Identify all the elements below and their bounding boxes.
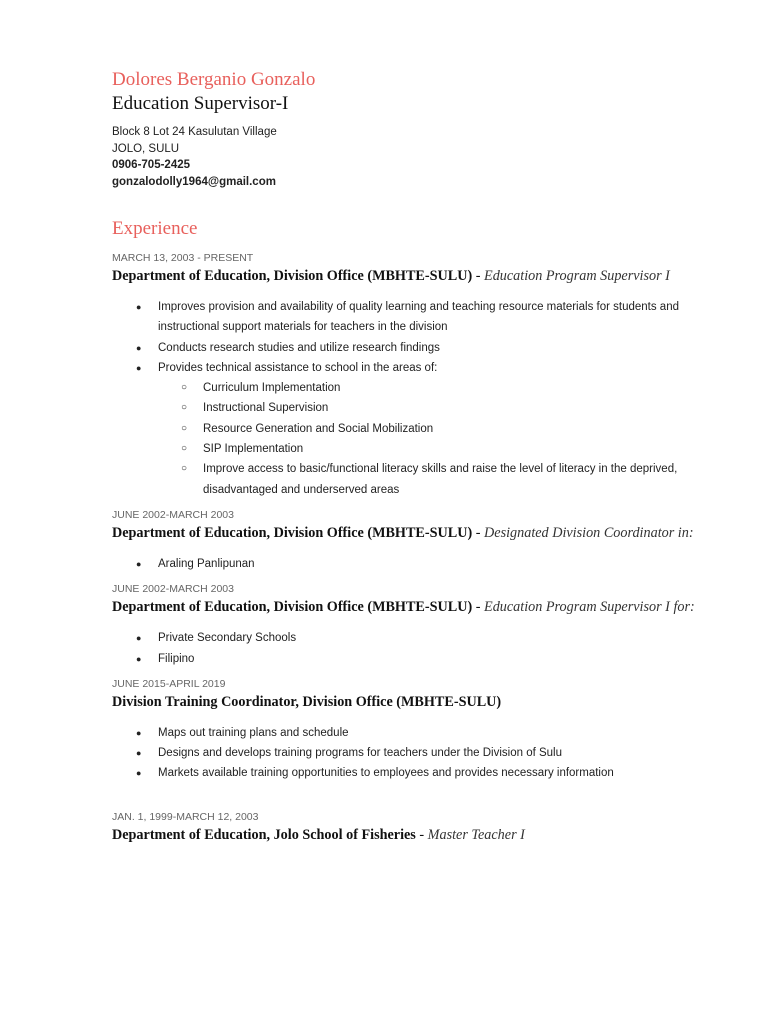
- address-line-2: JOLO, SULU: [112, 142, 180, 155]
- entry-date: JUNE 2002-MARCH 2003: [112, 583, 234, 596]
- bullet-icon: ●: [136, 727, 142, 738]
- bullet-icon: ●: [136, 342, 142, 353]
- experience-entry: [112, 508, 698, 574]
- sub-list-item: [181, 459, 698, 500]
- entry-organization: Department of Education, Division Office (MBHTE-SULU): [112, 268, 473, 284]
- list-item-text: Araling Panlipunan: [158, 557, 255, 570]
- resume-header: [112, 68, 698, 116]
- experience-heading: Experience: [112, 218, 198, 239]
- entry-title: [112, 524, 698, 542]
- list-item: [136, 763, 698, 783]
- address-line-1: Block 8 Lot 24 Kasulutan Village: [112, 126, 277, 138]
- hollow-bullet-icon: ○: [181, 382, 188, 394]
- bullet-icon: ●: [136, 653, 142, 664]
- list-item-text: Conducts research studies and utilize research findings: [158, 341, 440, 354]
- job-title: Education Supervisor-I: [112, 93, 289, 114]
- entry-role: Education Program Supervisor I for:: [484, 599, 695, 616]
- entry-separator: -: [472, 524, 485, 541]
- sub-list-item-text: Resource Generation and Social Mobilization: [203, 422, 434, 435]
- experience-entry: [112, 582, 698, 669]
- sub-list-item: [181, 419, 698, 439]
- hollow-bullet-icon: ○: [181, 402, 188, 414]
- hollow-bullet-icon: ○: [181, 463, 188, 475]
- list-item-text: Improves provision and availability of quality learning and teaching resource materials for students and instructional support materials for teachers in the division: [158, 301, 679, 334]
- entry-date: JAN. 1, 1999-MARCH 12, 2003: [112, 810, 259, 823]
- entry-separator: -: [472, 268, 485, 284]
- list-item: [136, 649, 698, 669]
- entry-separator: -: [415, 826, 428, 843]
- sub-list-item-text: Curriculum Implementation: [203, 382, 341, 395]
- experience-entry: [112, 810, 698, 844]
- entry-date: JUNE 2015-APRIL 2019: [112, 677, 226, 690]
- phone-number: 0906-705-2425: [112, 159, 191, 171]
- list-item-text: Markets available training opportunities to employees and provides necessary information: [158, 767, 614, 780]
- experience-entry: [112, 677, 698, 784]
- person-name: Dolores Berganio Gonzalo: [112, 69, 316, 90]
- hollow-bullet-icon: ○: [181, 443, 188, 455]
- contact-block: [112, 124, 698, 190]
- sub-list-item: [181, 398, 698, 418]
- entry-title: [112, 598, 698, 616]
- email-address: gonzalodolly1964@gmail.com: [112, 175, 276, 188]
- bullet-icon: ●: [136, 362, 142, 373]
- bullet-list: [112, 554, 698, 574]
- sub-bullet-list: [158, 378, 698, 500]
- sub-list-item-text: Improve access to basic/functional literacy skills and raise the level of literacy in the deprived, disadvantaged and underserved areas: [203, 463, 678, 496]
- experience-entry: [112, 251, 698, 500]
- list-item-text: Maps out training plans and schedule: [158, 726, 349, 739]
- entry-separator: -: [472, 599, 485, 616]
- list-item: [136, 338, 698, 358]
- entry-title: [112, 693, 698, 711]
- list-item: [136, 358, 698, 500]
- entry-role: Master Teacher I: [427, 826, 525, 843]
- list-item: [136, 628, 698, 648]
- sub-list-item-text: SIP Implementation: [203, 443, 304, 456]
- entry-title: [112, 267, 698, 285]
- hollow-bullet-icon: ○: [181, 422, 188, 434]
- list-item: [136, 723, 698, 743]
- bullet-list: [112, 628, 698, 669]
- bullet-list: [112, 723, 698, 784]
- bullet-icon: ●: [136, 748, 142, 759]
- entry-organization: Division Training Coordinator, Division Office (MBHTE-SULU): [112, 693, 502, 710]
- entry-title: [112, 826, 698, 844]
- bullet-icon: ●: [136, 302, 142, 312]
- sub-list-item: [181, 439, 698, 459]
- list-item: [136, 554, 698, 574]
- entry-date: JUNE 2002-MARCH 2003: [112, 508, 234, 521]
- bullet-icon: ●: [136, 558, 142, 569]
- list-item: [136, 297, 698, 338]
- sub-list-item: [181, 378, 698, 398]
- entry-role: Education Program Supervisor I: [484, 268, 670, 284]
- list-item: [136, 743, 698, 763]
- list-item-text: Provides technical assistance to school in the areas of:: [158, 361, 438, 374]
- entry-role: Designated Division Coordinator in:: [484, 524, 694, 541]
- entry-organization: Department of Education, Division Office (MBHTE-SULU): [112, 599, 473, 616]
- entry-organization: Department of Education, Jolo School of Fisheries: [112, 826, 416, 843]
- sub-list-item-text: Instructional Supervision: [203, 402, 329, 415]
- bullet-icon: ●: [136, 768, 142, 779]
- spacer: [112, 792, 698, 810]
- entry-organization: Department of Education, Division Office (MBHTE-SULU): [112, 524, 473, 541]
- bullet-icon: ●: [136, 633, 142, 644]
- list-item-text: Private Secondary Schools: [158, 632, 297, 645]
- list-item-text: Filipino: [158, 652, 195, 665]
- entry-date: MARCH 13, 2003 - PRESENT: [112, 252, 254, 264]
- bullet-list: [112, 297, 698, 500]
- list-item-text: Designs and develops training programs for teachers under the Division of Sulu: [158, 747, 562, 760]
